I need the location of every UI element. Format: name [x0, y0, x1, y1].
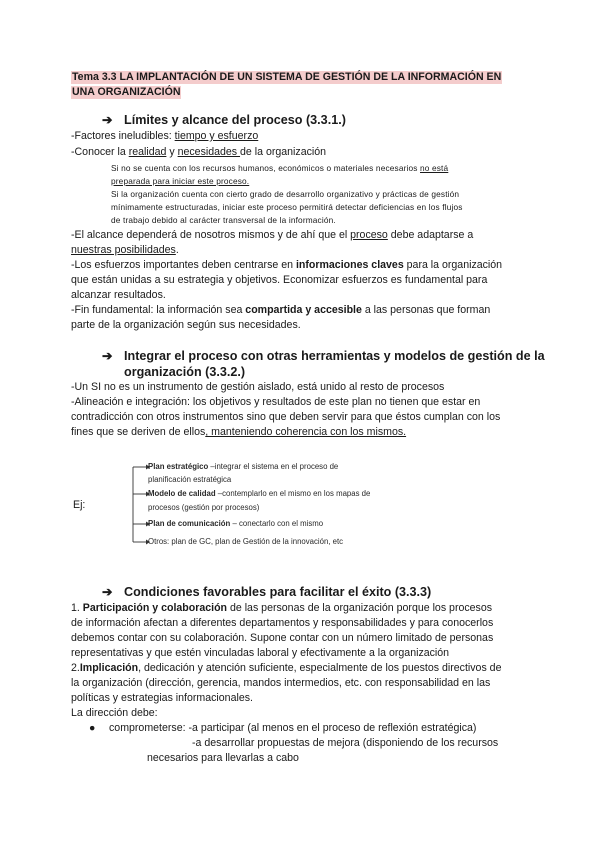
integrar-line-2: -Alineación e integración: los objetivos y resultados de este plan no tienen que estar en	[71, 396, 481, 408]
bullet-item	[89, 722, 476, 736]
arrow-right-icon: ➔	[102, 585, 113, 599]
text: -Factores ineludibles:	[71, 130, 175, 142]
text: -Los esfuerzos importantes deben centrarse en	[71, 259, 296, 271]
text: y	[166, 146, 178, 158]
text: Otros: plan de GC, plan de Gestión de la innovación, etc	[148, 537, 344, 546]
bold-text: informaciones claves	[295, 259, 404, 271]
diagram-item-2-cont: procesos (gestión por procesos)	[148, 503, 260, 512]
small-note-1-line-2: preparada para iniciar este proceso.	[111, 176, 250, 186]
section-heading-integrar-line-2: organización (3.3.2.)	[124, 365, 246, 379]
text: a las personas que forman	[361, 304, 491, 316]
text: -Fin fundamental: la información sea	[71, 304, 246, 316]
condicion-2-line-2: la organización (dirección, gerencia, mandos intermedios, etc. con responsabilidad en las	[71, 677, 491, 689]
condicion-1-line-1	[71, 602, 492, 616]
diagram-item-1-cont: planificación estratégica	[148, 475, 232, 484]
underlined-text: tiempo y esfuerzo	[174, 130, 259, 142]
diagram-item-3	[148, 518, 323, 530]
underlined-text: nuestras posibilidades	[71, 244, 176, 256]
section-heading-condiciones	[102, 584, 431, 600]
integrar-line-1: -Un SI no es un instrumento de gestión aislado, está unido al resto de procesos	[71, 381, 445, 393]
underlined-text: , manteniendo coherencia con los mismos.	[205, 426, 407, 438]
text: para la organización	[403, 259, 503, 271]
bold-text: Modelo de calidad	[148, 489, 216, 498]
text: 1.	[71, 602, 83, 614]
text: debe adaptarse a	[387, 229, 474, 241]
condicion-1-line-3: debemos contar con su colaboración. Supone contar con un número limitado de personas	[71, 632, 494, 644]
esfuerzos-line-2: que están unidas a su estrategia y objetivos. Economizar esfuerzos es fundamental para	[71, 274, 488, 286]
bullet-line-3: necesarios para llevarlas a cabo	[147, 752, 299, 764]
text: fines que se deriven de ellos	[71, 426, 206, 438]
text: , dedicación y atención suficiente, especialmente de los puestos directivos de	[138, 662, 502, 674]
arrow-right-icon: ➔	[102, 113, 113, 127]
direccion-line: La dirección debe:	[71, 707, 158, 719]
bold-text: compartida y accesible	[245, 304, 362, 316]
condicion-1-line-4: representativas y que estén vinculadas laboral y efectivamente a la organización	[71, 647, 450, 659]
heading-text: Condiciones favorables para facilitar el éxito (3.3.3)	[124, 585, 432, 599]
text: 2.	[71, 662, 80, 674]
fin-line-2: parte de la organización según sus necesidades.	[71, 319, 301, 331]
condicion-2-line-3: políticas y estrategias informacionales.	[71, 692, 253, 704]
text: – conectarlo con el mismo	[230, 519, 324, 528]
underlined-text: no está	[420, 163, 449, 173]
text: de las personas de la organización porque los procesos	[227, 602, 493, 614]
diagram-item-2	[148, 488, 370, 500]
bullet-line-2: -a desarrollar propuestas de mejora (disponiendo de los recursos	[192, 737, 499, 749]
text: -Conocer la	[71, 146, 129, 158]
document-title-line-2: UNA ORGANIZACIÓN	[72, 86, 181, 98]
text: .	[175, 244, 179, 256]
text: –contemplarlo en el mismo en los mapas de	[215, 489, 371, 498]
underlined-text: realidad	[128, 146, 167, 158]
small-note-2-line-2: mínimamente estructuradas, iniciar este proceso permitirá detectar deficiencias en los flujos	[111, 202, 463, 212]
bold-text: Participación y colaboración	[82, 602, 228, 614]
text: de la organización	[240, 146, 327, 158]
heading-text: Integrar el proceso con otras herramientas y modelos de gestión de la	[124, 349, 545, 363]
diagram-label: Ej:	[73, 499, 86, 511]
text: -El alcance dependerá de nosotros mismos y de ahí que el	[71, 229, 351, 241]
condicion-2-line-1	[71, 662, 501, 676]
underlined-text: necesidades	[177, 146, 241, 158]
text: –integrar el sistema en el proceso de	[208, 462, 339, 471]
bold-text: Plan de comunicación	[148, 519, 231, 528]
text: Si no se cuenta con los recursos humanos, económicos o materiales necesarios	[111, 163, 421, 173]
small-note-2-line-1: Si la organización cuenta con cierto grado de desarrollo organizativo y prácticas de gestión	[111, 189, 460, 199]
bullet-icon: ●	[89, 722, 96, 734]
arrow-right-icon: ➔	[102, 349, 113, 363]
condicion-1-line-2: de información afectan a diferentes departamentos y responsabilidades y para conocerlos	[71, 617, 494, 629]
integrar-line-3: contradicción con otros instrumentos sino que deben servir para que éstos cumplan con los	[71, 411, 501, 423]
small-note-2-line-3: de trabajo debido al carácter transversal de la información.	[111, 215, 336, 225]
diagram-item-4	[148, 536, 343, 548]
document-title-line-1: Tema 3.3 LA IMPLANTACIÓN DE UN SISTEMA DE GESTIÓN DE LA INFORMACIÓN EN	[72, 71, 502, 83]
bold-text: Plan estratégico	[148, 462, 209, 471]
heading-text: Límites y alcance del proceso (3.3.1.)	[124, 113, 346, 127]
bold-text: Implicación	[79, 662, 139, 674]
diagram-item-1	[148, 461, 338, 473]
underlined-text: proceso	[350, 229, 388, 241]
esfuerzos-line-3: alcanzar resultados.	[71, 289, 166, 301]
text: comprometerse: -a participar (al menos en el proceso de reflexión estratégica)	[109, 722, 477, 734]
